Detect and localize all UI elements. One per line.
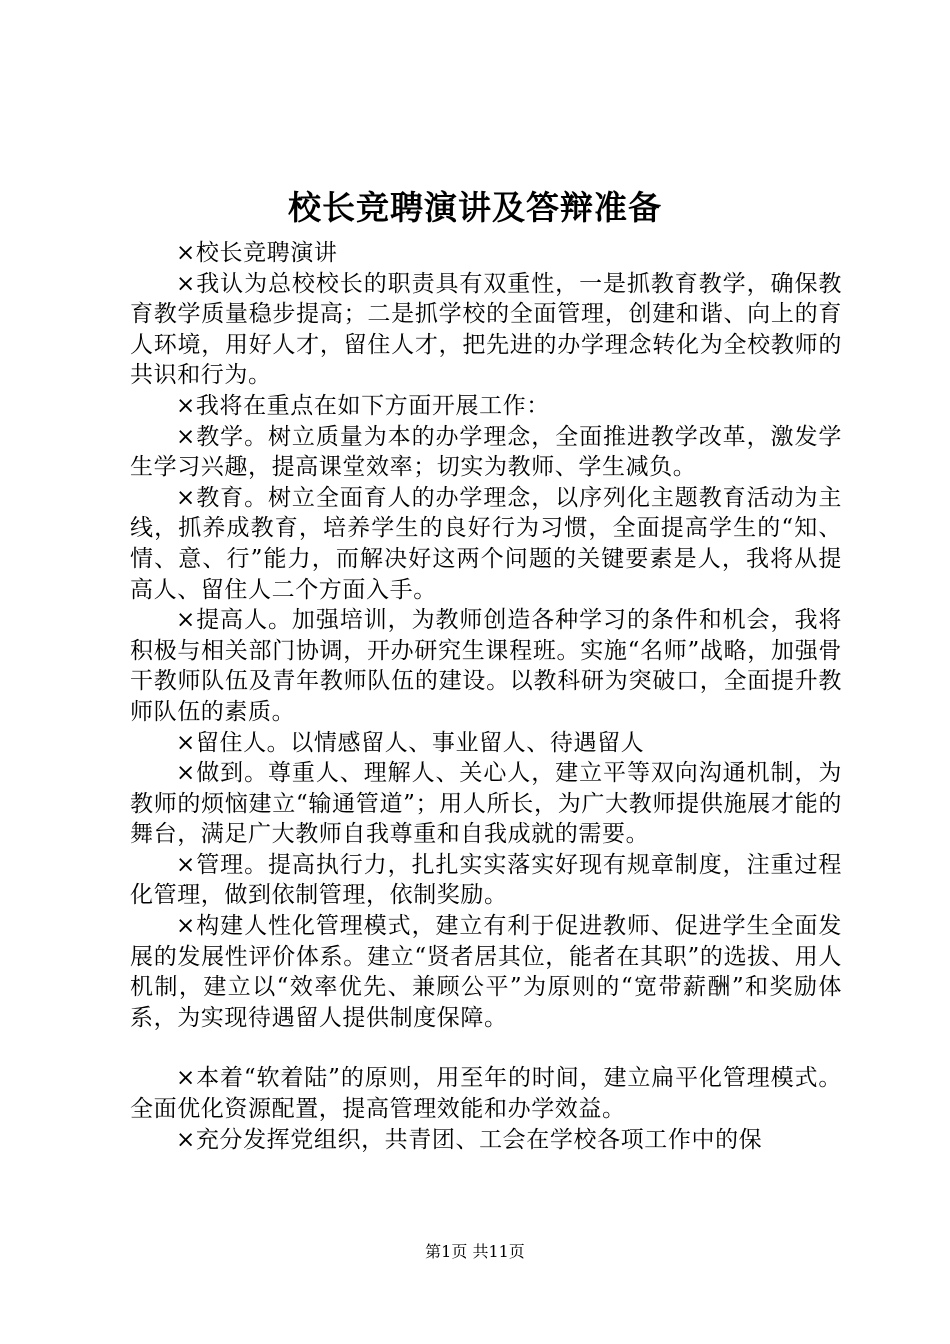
paragraph: ×校长竞聘演讲 <box>176 240 338 266</box>
paragraph-gap <box>130 1033 842 1063</box>
paragraph: ×充分发挥党组织，共青团、工会在学校各项工作中的保 <box>176 1126 763 1153</box>
paragraph: ×我将在重点在如下方面开展工作： <box>176 392 550 419</box>
paragraph: ×做到。尊重人、理解人、关心人，建立平等双向沟通机制，为教师的烦恼建立“输通管道”；用人所长，为广大教师提供施展才能的舞台，满足广大教师自我尊重和自我成就的需要。 <box>130 760 842 848</box>
paragraph: ×本着“软着陆”的原则，用至年的时间，建立扁平化管理模式。全面优化资源配置，提高管理效能和办学效益。 <box>130 1065 842 1123</box>
paragraph: ×教学。树立质量为本的办学理念，全面推进教学改革，激发学生学习兴趣，提高课堂效率；切实为教师、学生减负。 <box>130 423 842 481</box>
paragraph: ×我认为总校校长的职责具有双重性，一是抓教育教学，确保教育教学质量稳步提高；二是抓学校的全面管理，创建和谐、向上的育人环境，用好人才，留住人才，把先进的办学理念转化为全校教师的共识和行为。 <box>130 270 842 389</box>
page-number: 第1页 共11页 <box>425 1242 525 1261</box>
paragraph: ×构建人性化管理模式，建立有利于促进教师、促进学生全面发展的发展性评价体系。建立“贤者居其位，能者在其职”的选拔、用人机制，建立以“效率优先、兼顾公平”为原则的“宽带薪酬”和奖励体系，为实现待遇留人提供制度保障。 <box>130 913 842 1031</box>
document-body <box>130 238 842 1155</box>
document-title: 校长竞聘演讲及答辩准备 <box>288 188 662 227</box>
paragraph: ×提高人。加强培训，为教师创造各种学习的条件和机会，我将积极与相关部门协调，开办研究生课程班。实施“名师”战略，加强骨干教师队伍及青年教师队伍的建设。以教科研为突破口，全面提升教师队伍的素质。 <box>130 607 842 725</box>
paragraph: ×留住人。以情感留人、事业留人、待遇留人 <box>176 729 645 756</box>
paragraph: ×教育。树立全面育人的办学理念，以序列化主题教育活动为主线，抓养成教育，培养学生的良好行为习惯，全面提高学生的“知、情、意、行”能力，而解决好这两个问题的关键要素是人，我将从提高人、留住人二个方面入手。 <box>130 484 842 603</box>
paragraph: ×管理。提高执行力，扎扎实实落实好现有规章制度，注重过程化管理，做到依制管理，依制奖励。 <box>130 851 842 909</box>
